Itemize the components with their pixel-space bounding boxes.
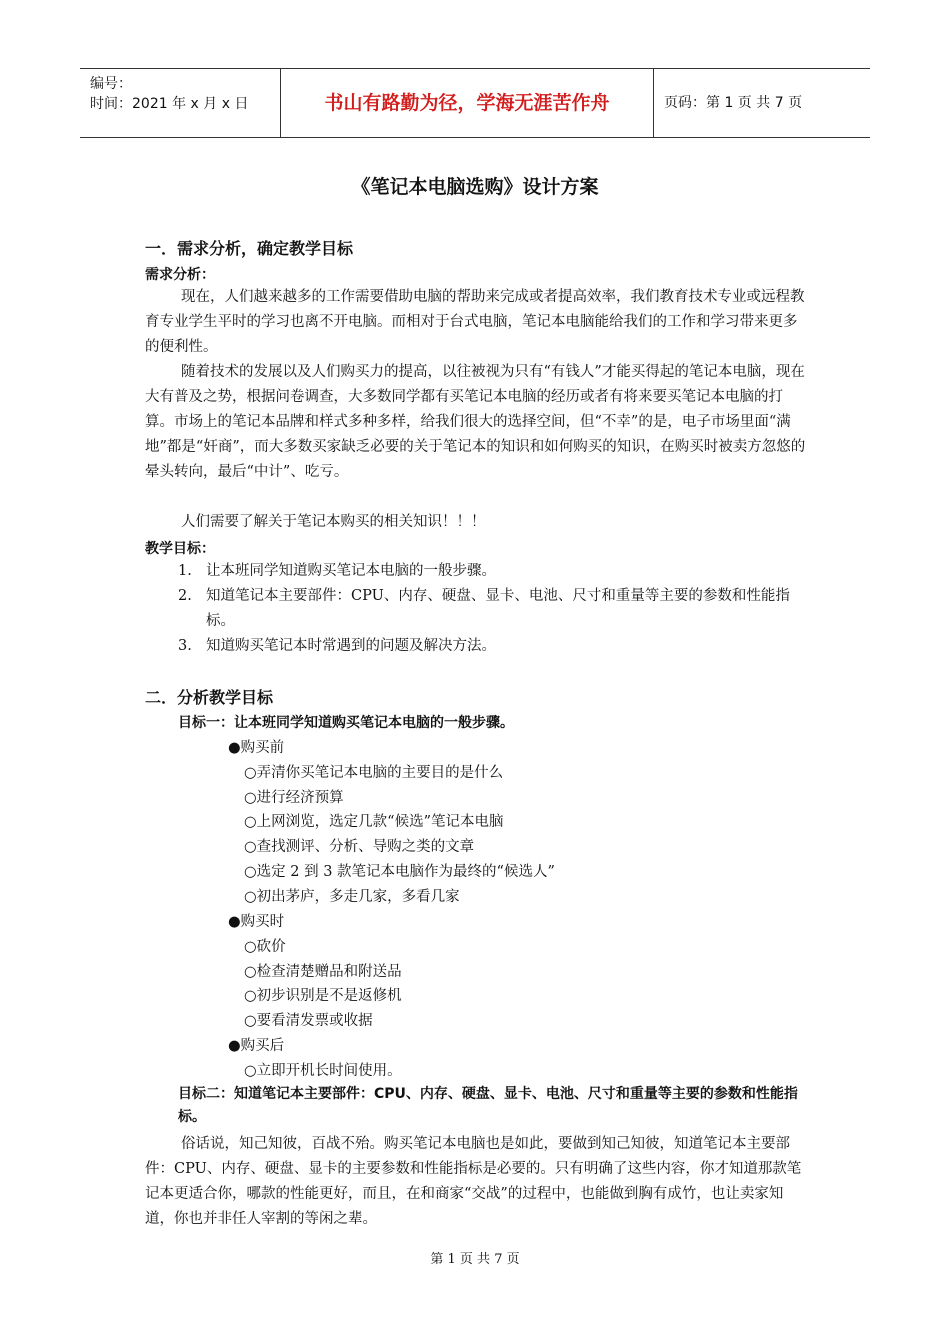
after-item: ○立即开机长时间使用。 <box>244 1063 402 1079</box>
section2-heading: 二．分析教学目标 <box>145 688 274 707</box>
goal-text: 知道购买笔记本时常遇到的问题及解决方法。 <box>206 638 496 654</box>
before-item: ○弄清你买笔记本电脑的主要目的是什么 <box>244 765 504 781</box>
goal1-heading: 目标一：让本班同学知道购买笔记本电脑的一般步骤。 <box>178 715 514 731</box>
before-item: ○查找测评、分析、导购之类的文章 <box>244 839 475 855</box>
document-title: 《笔记本电脑选购》设计方案 <box>351 176 599 198</box>
goal-number: 1. <box>178 563 192 579</box>
header-page-info: 页码：第 1 页 共 7 页 <box>664 95 803 111</box>
page-header <box>80 68 870 138</box>
during-item: ○要看清发票或收据 <box>244 1013 373 1029</box>
teaching-goals-label: 教学目标： <box>145 541 215 557</box>
needs-analysis-label: 需求分析： <box>145 267 215 283</box>
during-item: ○初步识别是不是返修机 <box>244 988 402 1004</box>
before-item: ○进行经济预算 <box>244 790 344 806</box>
needs-paragraph-2: 随着技术的发展以及人们购买力的提高，以往被视为只有“有钱人”才能买得起的笔记本电脑，现在大有普及之势，根据问卷调查，大多数同学都有买笔记本电脑的经历或者有将来要买笔记本电脑的打算。市场上的笔记本品牌和样式多种多样，给我们很大的选择空间，但“不幸”的是，电子市场里面“满地”都是“奸商”，而大多数买家缺乏必要的关于笔记本的知识和如何购买的知识，在购买时被卖方忽悠的晕头转向，最后“中计”、吃亏。 <box>145 364 806 480</box>
goal-text: 知道笔记本主要部件：CPU、内存、硬盘、显卡、电池、尺寸和重量等主要的参数和性能指标。 <box>206 588 790 629</box>
during-item: ○检查清楚赠品和附送品 <box>244 964 402 980</box>
goal-number: 2. <box>178 588 192 604</box>
goal-number: 3. <box>178 638 192 654</box>
before-item: ○上网浏览，选定几款“候选”笔记本电脑 <box>244 814 504 830</box>
goal2-paragraph: 俗话说，知己知彼，百战不殆。购买笔记本电脑也是如此，要做到知己知彼，知道笔记本主要部件：CPU、内存、硬盘、显卡的主要参数和性能指标是必要的。只有明确了这些内容，你才知道那款笔记本更适合你，哪款的性能更好，而且，在和商家“交战”的过程中，也能做到胸有成竹，也让卖家知道，你也并非任人宰割的等闲之辈。 <box>145 1136 802 1227</box>
header-motto: 书山有路勤为径，学海无涯苦作舟 <box>281 69 654 137</box>
needs-paragraph-1: 现在，人们越来越多的工作需要借助电脑的帮助来完成或者提高效率，我们教育技术专业或远程教育专业学生平时的学习也离不开电脑。而相对于台式电脑，笔记本电脑能给我们的工作和学习带来更多的便利性。 <box>145 289 805 355</box>
header-info-cell <box>80 69 281 137</box>
during-item: ○砍价 <box>244 939 286 955</box>
number-label: 编号： <box>90 76 132 92</box>
page-footer: 第 1 页 共 7 页 <box>430 1252 520 1267</box>
before-purchase-bullet: ●购买前 <box>228 740 285 756</box>
date-label: 时间：2021 年 x 月 x 日 <box>90 96 249 112</box>
goal-text: 让本班同学知道购买笔记本电脑的一般步骤。 <box>206 563 496 579</box>
during-purchase-bullet: ●购买时 <box>228 914 285 930</box>
section1-heading: 一．需求分析，确定教学目标 <box>145 239 354 258</box>
needs-paragraph-3: 人们需要了解关于笔记本购买的相关知识！！！ <box>181 514 486 530</box>
before-item: ○选定 2 到 3 款笔记本电脑作为最终的“候选人” <box>244 864 555 880</box>
after-purchase-bullet: ●购买后 <box>228 1038 285 1054</box>
before-item: ○初出茅庐，多走几家，多看几家 <box>244 889 460 905</box>
goal2-heading: 目标二：知道笔记本主要部件：CPU、内存、硬盘、显卡、电池、尺寸和重量等主要的参数和性能指标。 <box>178 1086 798 1125</box>
